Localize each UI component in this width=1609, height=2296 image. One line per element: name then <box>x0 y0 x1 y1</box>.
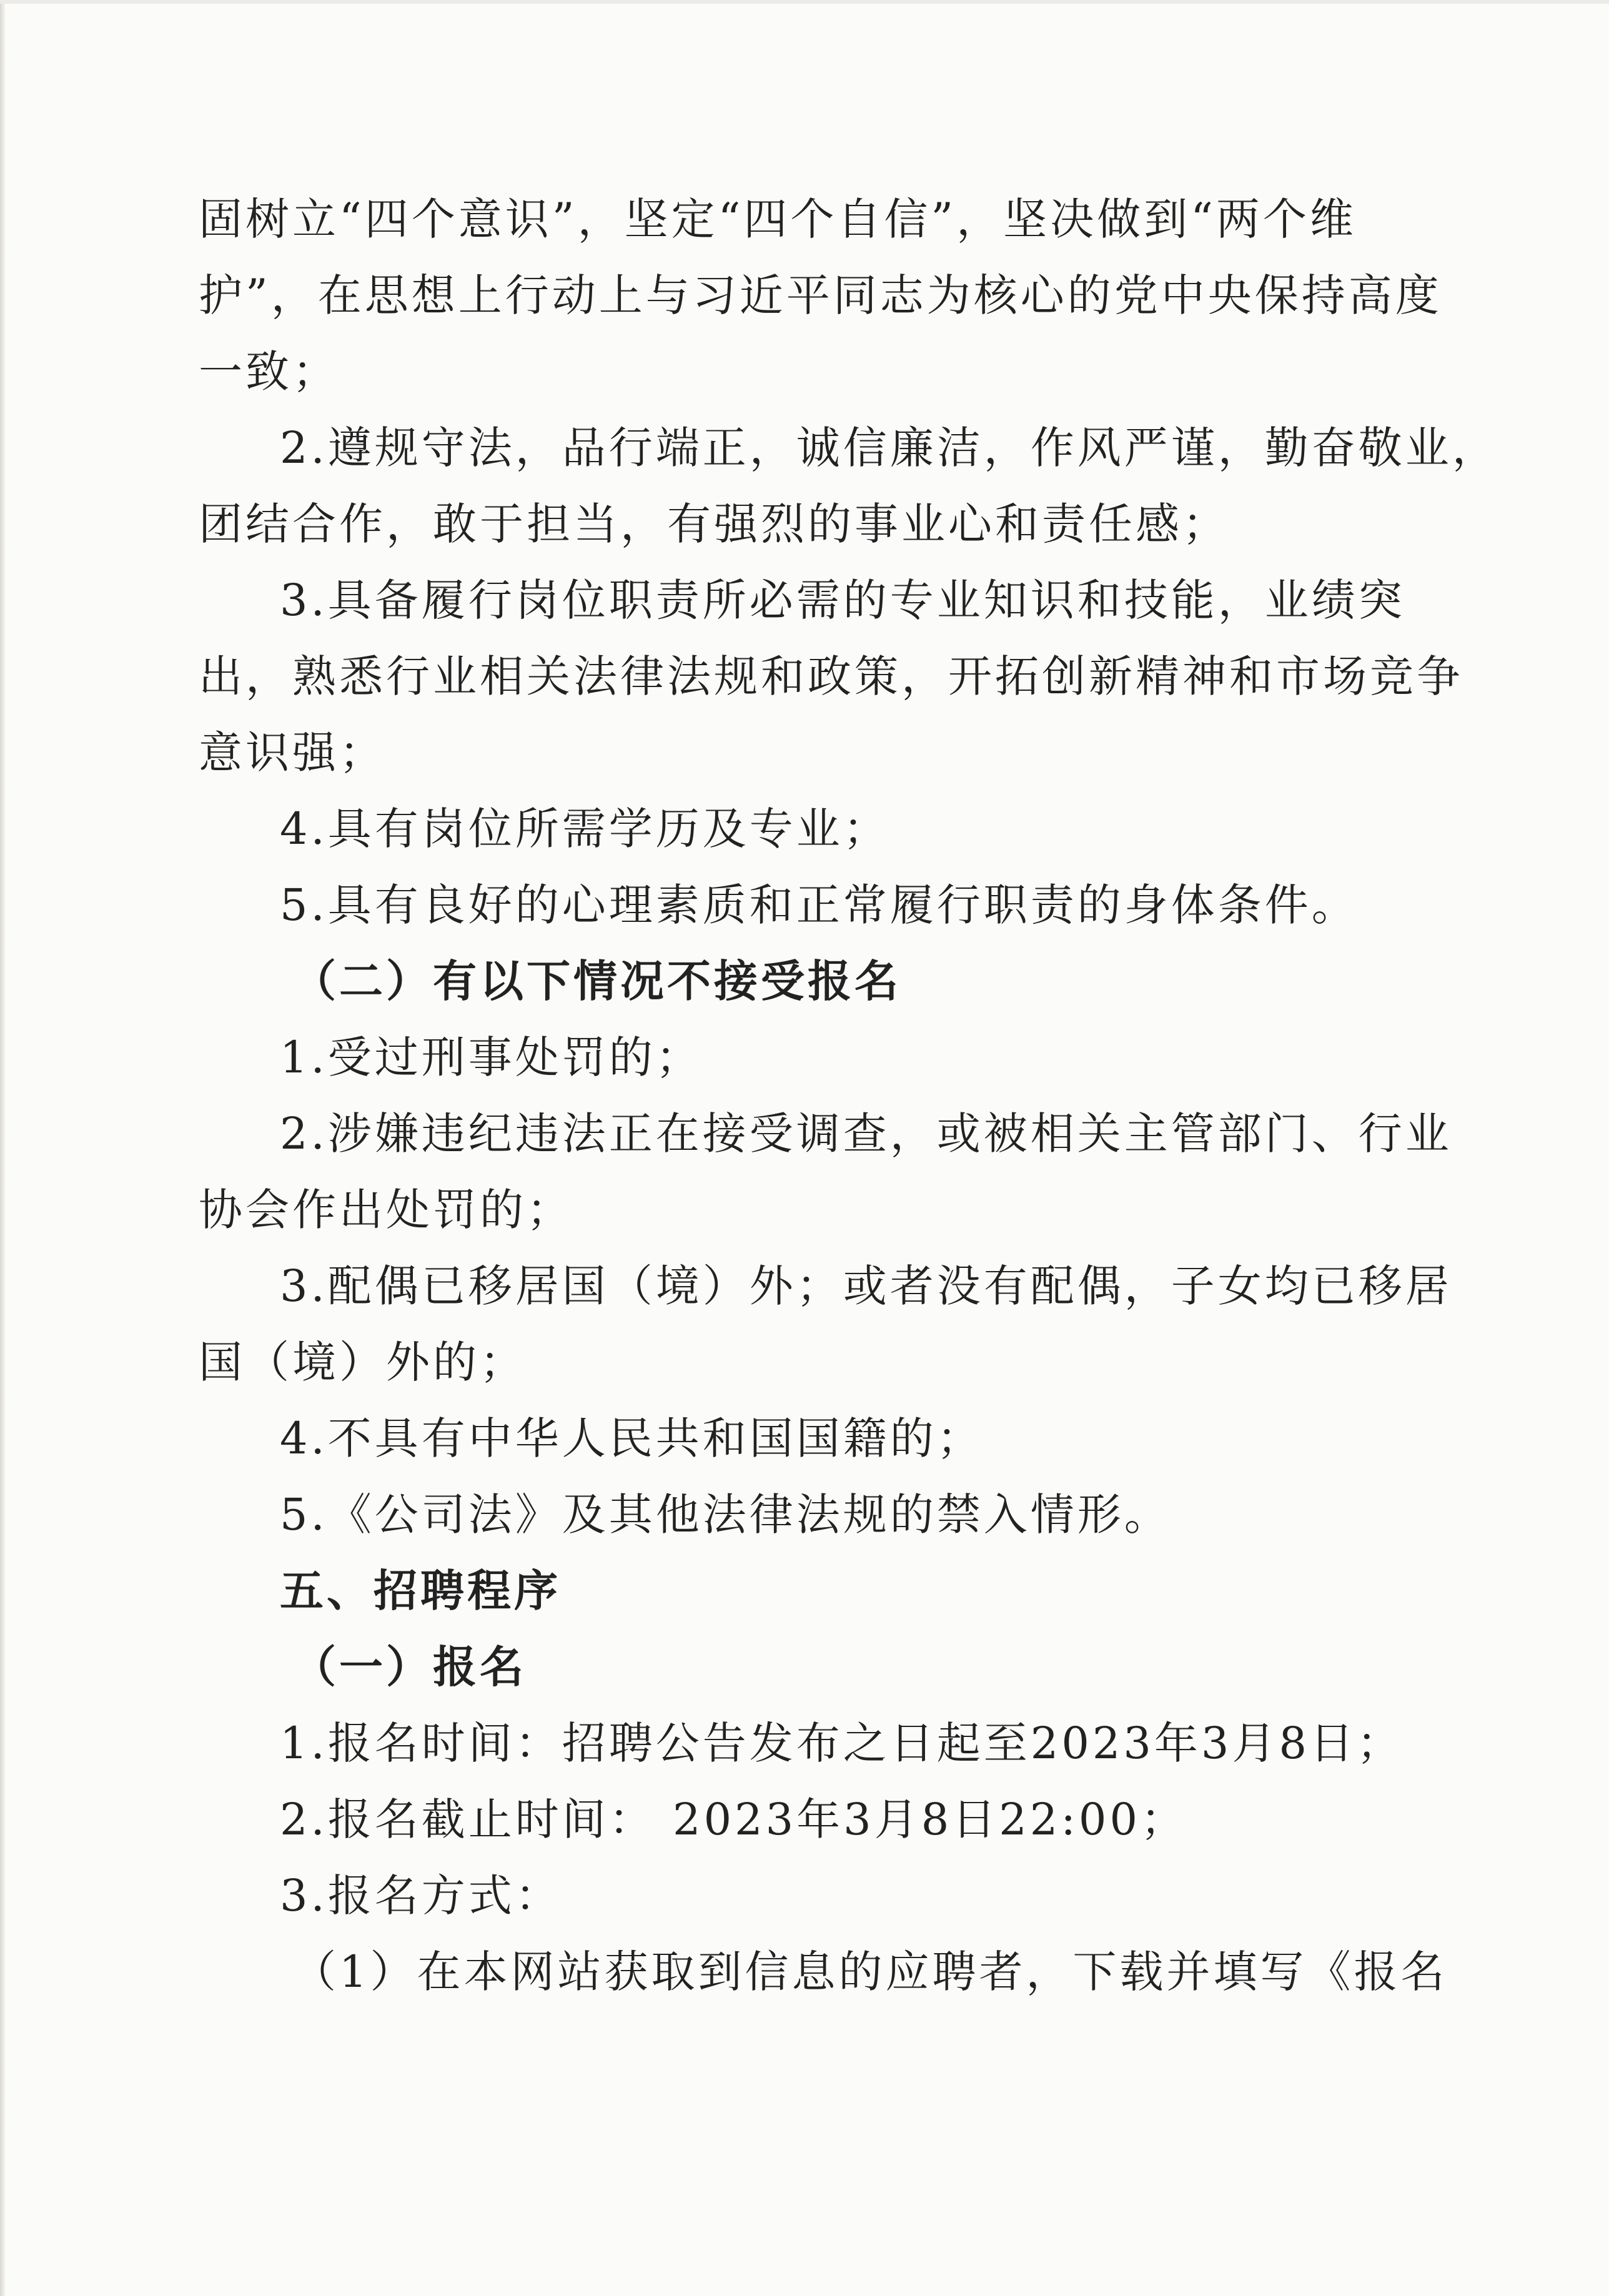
text-line: 4.具有岗位所需学历及专业； <box>280 803 890 854</box>
text-line: 4.不具有中华人民共和国国籍的； <box>280 1413 984 1464</box>
text-line: 1.受过刑事处罚的； <box>280 1032 703 1083</box>
section-heading: （一）报名 <box>292 1641 527 1693</box>
text-line: （1）在本网站获取到信息的应聘者，下载并填写《报名 <box>292 1946 1448 1997</box>
text-line: 3.报名方式： <box>280 1870 562 1921</box>
text-line: 协会作出处罚的； <box>199 1184 573 1235</box>
text-line: 护”，在思想上行动上与习近平同志为核心的党中央保持高度 <box>199 270 1442 321</box>
text-line: 一致； <box>199 346 339 397</box>
scan-left-edge <box>0 0 5 2296</box>
text-line: 2.遵规守法，品行端正，诚信廉洁，作风严谨，勤奋敬业， <box>280 422 1499 473</box>
section-heading: （二）有以下情况不接受报名 <box>292 955 901 1007</box>
text-line: 固树立“四个意识”，坚定“四个自信”，坚决做到“两个维 <box>199 194 1357 245</box>
text-line: 团结合作，敢于担当，有强烈的事业心和责任感； <box>199 498 1229 550</box>
chapter-heading: 五、招聘程序 <box>280 1565 561 1616</box>
text-line: 2.报名截止时间： 2023年3月8日22:00； <box>280 1794 1187 1845</box>
text-line: 出，熟悉行业相关法律法规和政策，开拓创新精神和市场竞争 <box>199 651 1463 702</box>
text-line: 3.配偶已移居国（境）外；或者没有配偶，子女均已移居 <box>280 1260 1452 1312</box>
text-line: 国（境）外的； <box>199 1337 527 1388</box>
text-line: 5.《公司法》及其他法律法规的禁入情形。 <box>280 1489 1171 1540</box>
text-line: 1.报名时间：招聘公告发布之日起至2023年3月8日； <box>280 1718 1404 1769</box>
document-body <box>199 181 1499 2010</box>
text-line: 意识强； <box>199 727 386 778</box>
scan-top-edge <box>0 0 1609 4</box>
text-line: 5.具有良好的心理素质和正常履行职责的身体条件。 <box>280 879 1359 931</box>
text-line: 2.涉嫌违纪违法正在接受调查，或被相关主管部门、行业 <box>280 1108 1452 1159</box>
text-line: 3.具备履行岗位职责所必需的专业知识和技能，业绩突 <box>280 575 1405 626</box>
